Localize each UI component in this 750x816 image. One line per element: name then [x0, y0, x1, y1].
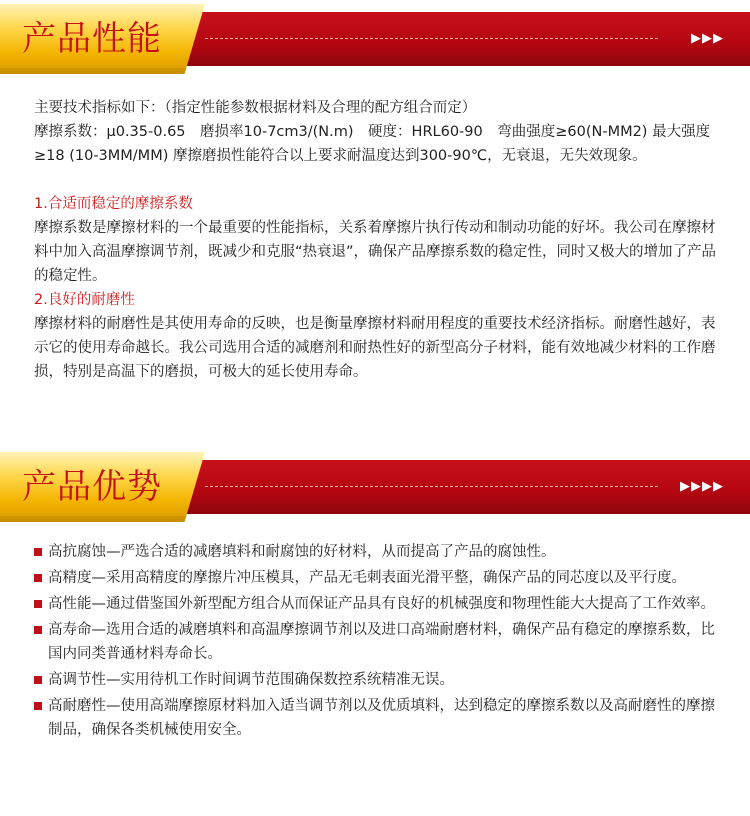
list-item-text: 高性能—通过借鉴国外新型配方组合从而保证产品具有良好的机械强度和物理性能大大提高了工作效率。: [48, 596, 715, 612]
list-item: [34, 668, 724, 692]
performance-banner: [0, 4, 750, 76]
square-bullet-icon: [34, 702, 42, 710]
advantages-title: 产品优势: [22, 467, 162, 507]
performance-content: [34, 96, 724, 384]
list-item: [34, 592, 724, 616]
banner-red-bar: [180, 12, 750, 66]
square-bullet-icon: [34, 626, 42, 634]
spec-intro: 主要技术指标如下：（指定性能参数根据材料及合理的配方组合而定）: [34, 100, 477, 116]
section-text: 摩擦系数是摩擦材料的一个最重要的性能指标，关系着摩擦片执行传动和制动功能的好坏。我公司在摩擦材料中加入高温摩擦调节剂，既减少和克服“热衰退”，确保产品摩擦系数的稳定性，同时又极大的增加了产品的稳定性。: [34, 220, 717, 284]
banner-red-bar: [180, 460, 750, 514]
list-item: [34, 618, 724, 666]
performance-title: 产品性能: [22, 19, 162, 59]
spacer: [34, 168, 724, 192]
arrow-right-icon: ▶▶▶: [691, 31, 724, 46]
list-item-text: 高精度—采用高精度的摩擦片冲压模具，产品无毛刺表面光滑平整，确保产品的同芯度以及平行度。: [48, 570, 686, 586]
list-item-text: 高调节性—实用待机工作时间调节范围确保数控系统精准无误。: [48, 672, 454, 688]
square-bullet-icon: [34, 676, 42, 684]
section-text: 摩擦材料的耐磨性是其使用寿命的反映，也是衡量摩擦材料耐用程度的重要技术经济指标。耐磨性越好，表示它的使用寿命越长。我公司选用合适的减磨剂和耐热性好的新型高分子材料，能有效地减少材料的工作磨损，特别是高温下的磨损，可极大的延长使用寿命。: [34, 316, 716, 380]
arrow-right-icon: ▶▶▶▶: [680, 479, 724, 494]
square-bullet-icon: [34, 600, 42, 608]
list-item: [34, 566, 724, 590]
list-item: [34, 540, 724, 564]
advantages-banner: [0, 452, 750, 524]
spec-line: 摩擦系数：μ0.35-0.65 磨损率10-7cm3/(N.m) 硬度：HRL60-90 弯曲强度≥60(N-MM2) 最大强度≥18 (10-3MM/MM) 摩擦磨损性能符合以上要求耐温度达到300-90℃，无衰退，无失效现象。: [34, 124, 711, 164]
list-item: [34, 694, 724, 742]
section-heading: 1.合适而稳定的摩擦系数: [34, 196, 193, 212]
list-item-text: 高抗腐蚀—严选合适的减磨填料和耐腐蚀的好材料，从而提高了产品的腐蚀性。: [48, 544, 556, 560]
list-item-text: 高寿命—选用合适的减磨填料和高温摩擦调节剂以及进口高端耐磨材料，确保产品有稳定的摩擦系数，比国内同类普通材料寿命长。: [48, 622, 715, 662]
square-bullet-icon: [34, 574, 42, 582]
banner-dashed-line: [205, 486, 658, 487]
banner-dashed-line: [205, 38, 658, 39]
square-bullet-icon: [34, 548, 42, 556]
list-item-text: 高耐磨性—使用高端摩擦原材料加入适当调节剂以及优质填料，达到稳定的摩擦系数以及高耐磨性的摩擦制品，确保各类机械使用安全。: [48, 698, 715, 738]
advantages-list: [34, 540, 724, 744]
section-heading: 2.良好的耐磨性: [34, 292, 135, 308]
